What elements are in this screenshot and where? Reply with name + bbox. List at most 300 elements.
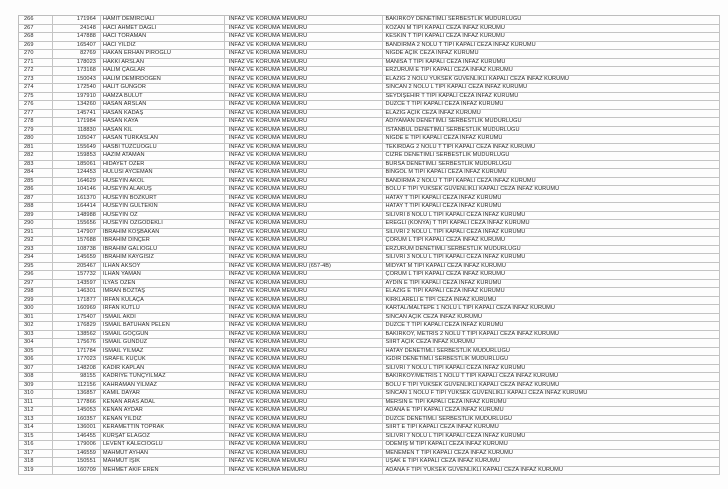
registry-number-cell: 171984 <box>53 118 101 126</box>
job-title-cell: İNFAZ VE KORUMA MEMURU <box>225 67 383 75</box>
person-name-cell: İBRAHİM KOŞBAKAN <box>101 229 225 237</box>
job-title-cell: İNFAZ VE KORUMA MEMURU <box>225 118 383 126</box>
registry-number-cell: 179006 <box>53 441 101 449</box>
table-row <box>19 42 720 51</box>
institution-cell: BAKIRKÖY/METRİS 1 NOLU T TİPİ KAPALI CEZA İNFAZ KURUMU <box>383 373 721 381</box>
person-name-cell: HASAN TÜRKASLAN <box>101 135 225 143</box>
institution-cell: AYDIN E TİPİ KAPALI CEZA İNFAZ KURUMU <box>383 280 721 288</box>
registry-number-cell: 175676 <box>53 339 101 347</box>
table-row <box>19 161 720 170</box>
registry-number-cell: 148988 <box>53 212 101 220</box>
person-name-cell: İBRAHİM GALİOĞLU <box>101 246 225 254</box>
job-title-cell: İNFAZ VE KORUMA MEMURU <box>225 110 383 118</box>
row-number-cell: 304 <box>19 339 53 347</box>
registry-number-cell: 164414 <box>53 203 101 211</box>
table-row <box>19 101 720 110</box>
row-number-cell: 299 <box>19 297 53 305</box>
registry-number-cell: 205467 <box>53 263 101 271</box>
row-number-cell: 288 <box>19 203 53 211</box>
table-row <box>19 373 720 382</box>
job-title-cell: İNFAZ VE KORUMA MEMURU <box>225 424 383 432</box>
row-number-cell: 306 <box>19 356 53 364</box>
table-row <box>19 127 720 136</box>
person-name-cell: HÜSEYİN BOZKURT <box>101 195 225 203</box>
table-row <box>19 246 720 255</box>
row-number-cell: 319 <box>19 467 53 475</box>
job-title-cell: İNFAZ VE KORUMA MEMURU <box>225 161 383 169</box>
row-number-cell: 297 <box>19 280 53 288</box>
job-title-cell: İNFAZ VE KORUMA MEMURU <box>225 42 383 50</box>
institution-cell: İSTANBUL DENETİMLİ SERBESTLİK MÜDÜRLÜĞÜ <box>383 127 721 135</box>
institution-cell: ÇORUM L TİPİ KAPALI CEZA İNFAZ KURUMU <box>383 271 721 279</box>
registry-number-cell: 24148 <box>53 25 101 33</box>
registry-number-cell: 148208 <box>53 365 101 373</box>
institution-cell: CİZRE DENETİMLİ SERBESTLİK MÜDÜRLÜĞÜ <box>383 152 721 160</box>
person-name-cell: HALİM ÇAĞLAR <box>101 67 225 75</box>
table-row <box>19 25 720 34</box>
institution-cell: IĞDIR DENETİMLİ SERBESTLİK MÜDÜRLÜĞÜ <box>383 356 721 364</box>
row-number-cell: 317 <box>19 450 53 458</box>
job-title-cell: İNFAZ VE KORUMA MEMURU <box>225 101 383 109</box>
institution-cell: SİNCAN AÇIK CEZA İNFAZ KURUMU <box>383 314 721 322</box>
row-number-cell: 279 <box>19 127 53 135</box>
institution-cell: KARTAL/MALTEPE 1 NOLU L TİPİ KAPALI CEZA İNFAZ KURUMU <box>383 305 721 313</box>
table-row <box>19 382 720 391</box>
person-name-cell: MEHMET AKİF EREN <box>101 467 225 475</box>
registry-number-cell: 146301 <box>53 288 101 296</box>
person-name-cell: HAZIM ATAMAN <box>101 152 225 160</box>
row-number-cell: 281 <box>19 144 53 152</box>
registry-number-cell: 161370 <box>53 195 101 203</box>
registry-number-cell: 150551 <box>53 458 101 466</box>
table-row <box>19 110 720 119</box>
person-name-cell: İSMAİL GÜNDÜZ <box>101 339 225 347</box>
job-title-cell: İNFAZ VE KORUMA MEMURU <box>225 339 383 347</box>
job-title-cell: İNFAZ VE KORUMA MEMURU <box>225 416 383 424</box>
institution-cell: MERSİN E TİPİ KAPALI CEZA İNFAZ KURUMU <box>383 399 721 407</box>
institution-cell: ADANA E TİPİ KAPALI CEZA İNFAZ KURUMU <box>383 407 721 415</box>
table-row <box>19 305 720 314</box>
table-row <box>19 203 720 212</box>
institution-cell: ELAZIĞ 2 NOLU YÜKSEK GÜVENLİKLİ KAPALI CEZA İNFAZ KURUMU <box>383 76 721 84</box>
table-row <box>19 424 720 433</box>
institution-cell: KESKİN T TİPİ KAPALI CEZA İNFAZ KURUMU <box>383 33 721 41</box>
person-name-cell: HACI TORAMAN <box>101 33 225 41</box>
person-name-cell: HULUSİ AYCEMAN <box>101 169 225 177</box>
registry-number-cell: 108738 <box>53 246 101 254</box>
row-number-cell: 318 <box>19 458 53 466</box>
table-row <box>19 271 720 280</box>
job-title-cell: İNFAZ VE KORUMA MEMURU <box>225 322 383 330</box>
table-row <box>19 390 720 399</box>
institution-cell: SİLİVRİ 7 NOLU L TİPİ KAPALI CEZA İNFAZ KURUMU <box>383 433 721 441</box>
job-title-cell: İNFAZ VE KORUMA MEMURU <box>225 467 383 475</box>
row-number-cell: 301 <box>19 314 53 322</box>
person-name-cell: HÜSEYİN ALAKUŞ <box>101 186 225 194</box>
person-name-cell: HAMİT DEMİRCİALI <box>101 16 225 24</box>
institution-cell: ÖDEMİŞ M TİPİ KAPALI CEZA İNFAZ KURUMU <box>383 441 721 449</box>
table-row <box>19 195 720 204</box>
institution-cell: SİLİVRİ 2 NOLU L TİPİ KAPALI CEZA İNFAZ KURUMU <box>383 229 721 237</box>
institution-cell: UŞAK E TİPİ KAPALI CEZA İNFAZ KURUMU <box>383 458 721 466</box>
person-name-cell: HACI AHMET DAĞLI <box>101 25 225 33</box>
table-row <box>19 416 720 425</box>
registry-number-cell: 112156 <box>53 382 101 390</box>
job-title-cell: İNFAZ VE KORUMA MEMURU <box>225 84 383 92</box>
institution-cell: SİNCAN 1 NOLU F TİPİ YÜKSEK GÜVENLİKLİ KAPALI CEZA İNFAZ KURUMU <box>383 390 721 398</box>
institution-cell: BURSA DENETİMLİ SERBESTLİK MÜDÜRLÜĞÜ <box>383 161 721 169</box>
row-number-cell: 285 <box>19 178 53 186</box>
job-title-cell: İNFAZ VE KORUMA MEMURU <box>225 178 383 186</box>
person-name-cell: KAHRAMAN YILMAZ <box>101 382 225 390</box>
person-name-cell: İLYAS ÖZEN <box>101 280 225 288</box>
table-row <box>19 254 720 263</box>
registry-number-cell: 159853 <box>53 152 101 160</box>
registry-number-cell: 155649 <box>53 144 101 152</box>
row-number-cell: 280 <box>19 135 53 143</box>
job-title-cell: İNFAZ VE KORUMA MEMURU <box>225 195 383 203</box>
job-title-cell: İNFAZ VE KORUMA MEMURU <box>225 212 383 220</box>
person-name-cell: MAHMUT IŞIK <box>101 458 225 466</box>
registry-number-cell: 104146 <box>53 186 101 194</box>
institution-cell: BOLU F TİPİ YÜKSEK GÜVENLİKLİ KAPALI CEZA İNFAZ KURUMU <box>383 186 721 194</box>
registry-number-cell: 176829 <box>53 322 101 330</box>
table-row <box>19 433 720 442</box>
row-number-cell: 305 <box>19 348 53 356</box>
person-name-cell: İSRAFİL KÜÇÜK <box>101 356 225 364</box>
table-row <box>19 50 720 59</box>
registry-number-cell: 175407 <box>53 314 101 322</box>
table-row <box>19 322 720 331</box>
registry-number-cell: 171877 <box>53 297 101 305</box>
registry-number-cell: 118830 <box>53 127 101 135</box>
table-row <box>19 314 720 323</box>
table-row <box>19 331 720 340</box>
row-number-cell: 292 <box>19 237 53 245</box>
person-name-cell: İBRAHİM DİNÇER <box>101 237 225 245</box>
row-number-cell: 290 <box>19 220 53 228</box>
institution-cell: SİİRT E TİPİ KAPALI CEZA İNFAZ KURUMU <box>383 424 721 432</box>
person-name-cell: İSMAİL AKDİ <box>101 314 225 322</box>
job-title-cell: İNFAZ VE KORUMA MEMURU <box>225 127 383 135</box>
institution-cell: BİNGÖL M TİPİ KAPALI CEZA İNFAZ KURUMU <box>383 169 721 177</box>
table-row <box>19 280 720 289</box>
institution-cell: SİLİVRİ 3 NOLU L TİPİ KAPALI CEZA İNFAZ KURUMU <box>383 254 721 262</box>
institution-cell: ERZURUM DENETİMLİ SERBESTLİK MÜDÜRLÜĞÜ <box>383 246 721 254</box>
person-name-cell: İRFAN KULAÇA <box>101 297 225 305</box>
table-row <box>19 220 720 229</box>
table-row <box>19 450 720 459</box>
row-number-cell: 316 <box>19 441 53 449</box>
row-number-cell: 312 <box>19 407 53 415</box>
person-name-cell: HASAN KIL <box>101 127 225 135</box>
table-row <box>19 297 720 306</box>
registry-number-cell: 171784 <box>53 348 101 356</box>
table-row <box>19 59 720 68</box>
registry-number-cell: 145659 <box>53 254 101 262</box>
table-row <box>19 93 720 102</box>
table-row <box>19 16 720 25</box>
table-row <box>19 178 720 187</box>
job-title-cell: İNFAZ VE KORUMA MEMURU <box>225 203 383 211</box>
row-number-cell: 314 <box>19 424 53 432</box>
person-name-cell: HAKKI ARSLAN <box>101 59 225 67</box>
registry-number-cell: 157732 <box>53 271 101 279</box>
registry-number-cell: 155656 <box>53 220 101 228</box>
row-number-cell: 300 <box>19 305 53 313</box>
registry-number-cell: 177866 <box>53 399 101 407</box>
row-number-cell: 276 <box>19 101 53 109</box>
person-name-cell: HASAN ARSLAN <box>101 101 225 109</box>
registry-number-cell: 164629 <box>53 178 101 186</box>
institution-cell: SİLİVRİ 7 NOLU L TİPİ KAPALI CEZA İNFAZ KURUMU <box>383 365 721 373</box>
institution-cell: HATAY DENETİMLİ SERBESTLİK MÜDÜRLÜĞÜ <box>383 348 721 356</box>
job-title-cell: İNFAZ VE KORUMA MEMURU <box>225 152 383 160</box>
institution-cell: ELAZIĞ E TİPİ KAPALI CEZA İNFAZ KURUMU <box>383 288 721 296</box>
row-number-cell: 277 <box>19 110 53 118</box>
person-name-cell: MAHMUT AYHAN <box>101 450 225 458</box>
registry-number-cell: 134260 <box>53 101 101 109</box>
person-name-cell: KADRİYE TUNÇYILMAZ <box>101 373 225 381</box>
job-title-cell: İNFAZ VE KORUMA MEMURU <box>225 50 383 58</box>
table-row <box>19 441 720 450</box>
registry-number-cell: 160709 <box>53 467 101 475</box>
table-row <box>19 212 720 221</box>
row-number-cell: 309 <box>19 382 53 390</box>
row-number-cell: 311 <box>19 399 53 407</box>
table-row <box>19 399 720 408</box>
institution-cell: BANDIRMA 2 NOLU T TİPİ KAPALI CEZA İNFAZ KURUMU <box>383 178 721 186</box>
institution-cell: KIRKLARELİ E TİPİ CEZA İNFAZ KURUMU <box>383 297 721 305</box>
institution-cell: BAKIRKÖY DENETİMLİ SERBESTLİK MÜDÜRLÜĞÜ <box>383 16 721 24</box>
row-number-cell: 294 <box>19 254 53 262</box>
institution-cell: ELAZIĞ AÇIK CEZA İNFAZ KURUMU <box>383 110 721 118</box>
person-name-cell: HASBİ TUZCUOĞLU <box>101 144 225 152</box>
institution-cell: DÜZCE T TİPİ KAPALI CEZA İNFAZ KURUMU <box>383 322 721 330</box>
registry-number-cell: 165407 <box>53 42 101 50</box>
registry-number-cell: 172540 <box>53 84 101 92</box>
row-number-cell: 272 <box>19 67 53 75</box>
person-name-cell: İLHAN YAMAN <box>101 271 225 279</box>
row-number-cell: 313 <box>19 416 53 424</box>
table-row <box>19 33 720 42</box>
person-name-cell: HÜSEYİN ÖZ <box>101 212 225 220</box>
registry-number-cell: 145741 <box>53 110 101 118</box>
row-number-cell: 278 <box>19 118 53 126</box>
person-name-cell: HÜSEYİN AKOL <box>101 178 225 186</box>
row-number-cell: 283 <box>19 161 53 169</box>
personnel-table <box>18 15 720 475</box>
job-title-cell: İNFAZ VE KORUMA MEMURU <box>225 237 383 245</box>
job-title-cell: İNFAZ VE KORUMA MEMURU <box>225 441 383 449</box>
institution-cell: NİĞDE E TİPİ KAPALI CEZA İNFAZ KURUMU <box>383 135 721 143</box>
table-row <box>19 263 720 272</box>
person-name-cell: HÜSEYİN ÖZGÖDEKLİ <box>101 220 225 228</box>
person-name-cell: KADİR KAPLAN <box>101 365 225 373</box>
row-number-cell: 274 <box>19 84 53 92</box>
table-row <box>19 458 720 467</box>
row-number-cell: 289 <box>19 212 53 220</box>
registry-number-cell: 82769 <box>53 50 101 58</box>
row-number-cell: 275 <box>19 93 53 101</box>
person-name-cell: İLHAN AKSOY <box>101 263 225 271</box>
row-number-cell: 266 <box>19 16 53 24</box>
institution-cell: NİĞDE AÇIK CEZA İNFAZ KURUMU <box>383 50 721 58</box>
row-number-cell: 282 <box>19 152 53 160</box>
person-name-cell: KENAN ARAS ADAL <box>101 399 225 407</box>
job-title-cell: İNFAZ VE KORUMA MEMURU <box>225 305 383 313</box>
job-title-cell: İNFAZ VE KORUMA MEMURU <box>225 16 383 24</box>
job-title-cell: İNFAZ VE KORUMA MEMURU <box>225 229 383 237</box>
person-name-cell: HASAN KADAŞ <box>101 110 225 118</box>
job-title-cell: İNFAZ VE KORUMA MEMURU (657-4B) <box>225 263 383 271</box>
job-title-cell: İNFAZ VE KORUMA MEMURU <box>225 297 383 305</box>
job-title-cell: İNFAZ VE KORUMA MEMURU <box>225 144 383 152</box>
institution-cell: BOLU F TİPİ YÜKSEK GÜVENLİKLİ KAPALI CEZA İNFAZ KURUMU <box>383 382 721 390</box>
job-title-cell: İNFAZ VE KORUMA MEMURU <box>225 271 383 279</box>
table-row <box>19 348 720 357</box>
registry-number-cell: 146559 <box>53 450 101 458</box>
table-row <box>19 76 720 85</box>
row-number-cell: 287 <box>19 195 53 203</box>
person-name-cell: LEVENT KALECİOĞLU <box>101 441 225 449</box>
row-number-cell: 271 <box>19 59 53 67</box>
job-title-cell: İNFAZ VE KORUMA MEMURU <box>225 254 383 262</box>
job-title-cell: İNFAZ VE KORUMA MEMURU <box>225 433 383 441</box>
job-title-cell: İNFAZ VE KORUMA MEMURU <box>225 59 383 67</box>
table-row <box>19 407 720 416</box>
table-row <box>19 365 720 374</box>
row-number-cell: 270 <box>19 50 53 58</box>
job-title-cell: İNFAZ VE KORUMA MEMURU <box>225 288 383 296</box>
person-name-cell: HACI YILDIZ <box>101 42 225 50</box>
job-title-cell: İNFAZ VE KORUMA MEMURU <box>225 93 383 101</box>
row-number-cell: 310 <box>19 390 53 398</box>
institution-cell: SİLİVRİ 8 NOLU L TİPİ KAPALI CEZA İNFAZ KURUMU <box>383 212 721 220</box>
row-number-cell: 302 <box>19 322 53 330</box>
person-name-cell: KÜRŞAT ELAGÖZ <box>101 433 225 441</box>
row-number-cell: 273 <box>19 76 53 84</box>
person-name-cell: İBRAHİM KAYGISIZ <box>101 254 225 262</box>
institution-cell: BANDIRMA 2 NOLU T TİPİ KAPALI CEZA İNFAZ KURUMU <box>383 42 721 50</box>
registry-number-cell: 147888 <box>53 33 101 41</box>
job-title-cell: İNFAZ VE KORUMA MEMURU <box>225 356 383 364</box>
institution-cell: MİDYAT M TİPİ KAPALI CEZA İNFAZ KURUMU <box>383 263 721 271</box>
person-name-cell: HAKAN ERHAN PİROĞLU <box>101 50 225 58</box>
row-number-cell: 307 <box>19 365 53 373</box>
registry-number-cell: 185061 <box>53 161 101 169</box>
table-row <box>19 356 720 365</box>
person-name-cell: İSMAİL BATUHAN PELEN <box>101 322 225 330</box>
job-title-cell: İNFAZ VE KORUMA MEMURU <box>225 314 383 322</box>
row-number-cell: 268 <box>19 33 53 41</box>
institution-cell: MENEMEN T TİPİ KAPALI CEZA İNFAZ KURUMU <box>383 450 721 458</box>
row-number-cell: 286 <box>19 186 53 194</box>
job-title-cell: İNFAZ VE KORUMA MEMURU <box>225 25 383 33</box>
job-title-cell: İNFAZ VE KORUMA MEMURU <box>225 135 383 143</box>
institution-cell: ÇORUM L TİPİ KAPALI CEZA İNFAZ KURUMU <box>383 237 721 245</box>
registry-number-cell: 136857 <box>53 390 101 398</box>
job-title-cell: İNFAZ VE KORUMA MEMURU <box>225 169 383 177</box>
institution-cell: DÜZCE T TİPİ KAPALI CEZA İNFAZ KURUMU <box>383 101 721 109</box>
registry-number-cell: 146455 <box>53 433 101 441</box>
institution-cell: TEKİRDAĞ 2 NOLU T TİPİ KAPALI CEZA İNFAZ KURUMU <box>383 144 721 152</box>
registry-number-cell: 177023 <box>53 356 101 364</box>
institution-cell: DÜZCE DENETİMLİ SERBESTLİK MÜDÜRLÜĞÜ <box>383 416 721 424</box>
job-title-cell: İNFAZ VE KORUMA MEMURU <box>225 33 383 41</box>
person-name-cell: İMRAN BOZTAŞ <box>101 288 225 296</box>
row-number-cell: 308 <box>19 373 53 381</box>
row-number-cell: 298 <box>19 288 53 296</box>
job-title-cell: İNFAZ VE KORUMA MEMURU <box>225 365 383 373</box>
job-title-cell: İNFAZ VE KORUMA MEMURU <box>225 348 383 356</box>
job-title-cell: İNFAZ VE KORUMA MEMURU <box>225 382 383 390</box>
row-number-cell: 284 <box>19 169 53 177</box>
person-name-cell: KENAN YILDIZ <box>101 416 225 424</box>
table-row <box>19 152 720 161</box>
registry-number-cell: 105047 <box>53 135 101 143</box>
job-title-cell: İNFAZ VE KORUMA MEMURU <box>225 458 383 466</box>
registry-number-cell: 178023 <box>53 59 101 67</box>
table-row <box>19 118 720 127</box>
job-title-cell: İNFAZ VE KORUMA MEMURU <box>225 331 383 339</box>
job-title-cell: İNFAZ VE KORUMA MEMURU <box>225 373 383 381</box>
job-title-cell: İNFAZ VE KORUMA MEMURU <box>225 399 383 407</box>
institution-cell: ERZURUM E TİPİ KAPALI CEZA İNFAZ KURUMU <box>383 67 721 75</box>
institution-cell: SEYDİŞEHİR T TİPİ KAPALI CEZA İNFAZ KURUMU <box>383 93 721 101</box>
row-number-cell: 295 <box>19 263 53 271</box>
person-name-cell: İSMAİL YILMAZ <box>101 348 225 356</box>
registry-number-cell: 136001 <box>53 424 101 432</box>
table-row <box>19 229 720 238</box>
registry-number-cell: 171964 <box>53 16 101 24</box>
registry-number-cell: 145053 <box>53 407 101 415</box>
job-title-cell: İNFAZ VE KORUMA MEMURU <box>225 76 383 84</box>
institution-cell: ADIYAMAN DENETİMLİ SERBESTLİK MÜDÜRLÜĞÜ <box>383 118 721 126</box>
institution-cell: SİİRT AÇIK CEZA İNFAZ KURUMU <box>383 339 721 347</box>
institution-cell: ADANA F TİPİ YÜKSEK GÜVENLİKLİ KAPALI CEZA İNFAZ KURUMU <box>383 467 721 475</box>
institution-cell: BAKIRKÖY, METRİS 2 NOLU T TİPİ KAPALI CEZA İNFAZ KURUMU <box>383 331 721 339</box>
person-name-cell: HASAN KAYA <box>101 118 225 126</box>
registry-number-cell: 138562 <box>53 331 101 339</box>
person-name-cell: HÜSEYİN GÜLTEKİN <box>101 203 225 211</box>
job-title-cell: İNFAZ VE KORUMA MEMURU <box>225 407 383 415</box>
institution-cell: MANİSA T TİPİ KAPALI CEZA İNFAZ KURUMU <box>383 59 721 67</box>
registry-number-cell: 197910 <box>53 93 101 101</box>
row-number-cell: 269 <box>19 42 53 50</box>
table-row <box>19 467 720 476</box>
job-title-cell: İNFAZ VE KORUMA MEMURU <box>225 390 383 398</box>
row-number-cell: 291 <box>19 229 53 237</box>
row-number-cell: 303 <box>19 331 53 339</box>
registry-number-cell: 98155 <box>53 373 101 381</box>
registry-number-cell: 124453 <box>53 169 101 177</box>
registry-number-cell: 160969 <box>53 305 101 313</box>
row-number-cell: 267 <box>19 25 53 33</box>
person-name-cell: HAMZA BULUT <box>101 93 225 101</box>
institution-cell: HATAY T TİPİ KAPALI CEZA İNFAZ KURUMU <box>383 203 721 211</box>
registry-number-cell: 147907 <box>53 229 101 237</box>
person-name-cell: HİDAYET ÖZER <box>101 161 225 169</box>
table-row <box>19 135 720 144</box>
institution-cell: HATAY T TİPİ KAPALI CEZA İNFAZ KURUMU <box>383 195 721 203</box>
registry-number-cell: 173168 <box>53 67 101 75</box>
registry-number-cell: 157688 <box>53 237 101 245</box>
table-row <box>19 186 720 195</box>
person-name-cell: İRFAN KUTLU <box>101 305 225 313</box>
institution-cell: EREĞLİ (KONYA) T TİPİ KAPALI CEZA İNFAZ KURUMU <box>383 220 721 228</box>
job-title-cell: İNFAZ VE KORUMA MEMURU <box>225 186 383 194</box>
